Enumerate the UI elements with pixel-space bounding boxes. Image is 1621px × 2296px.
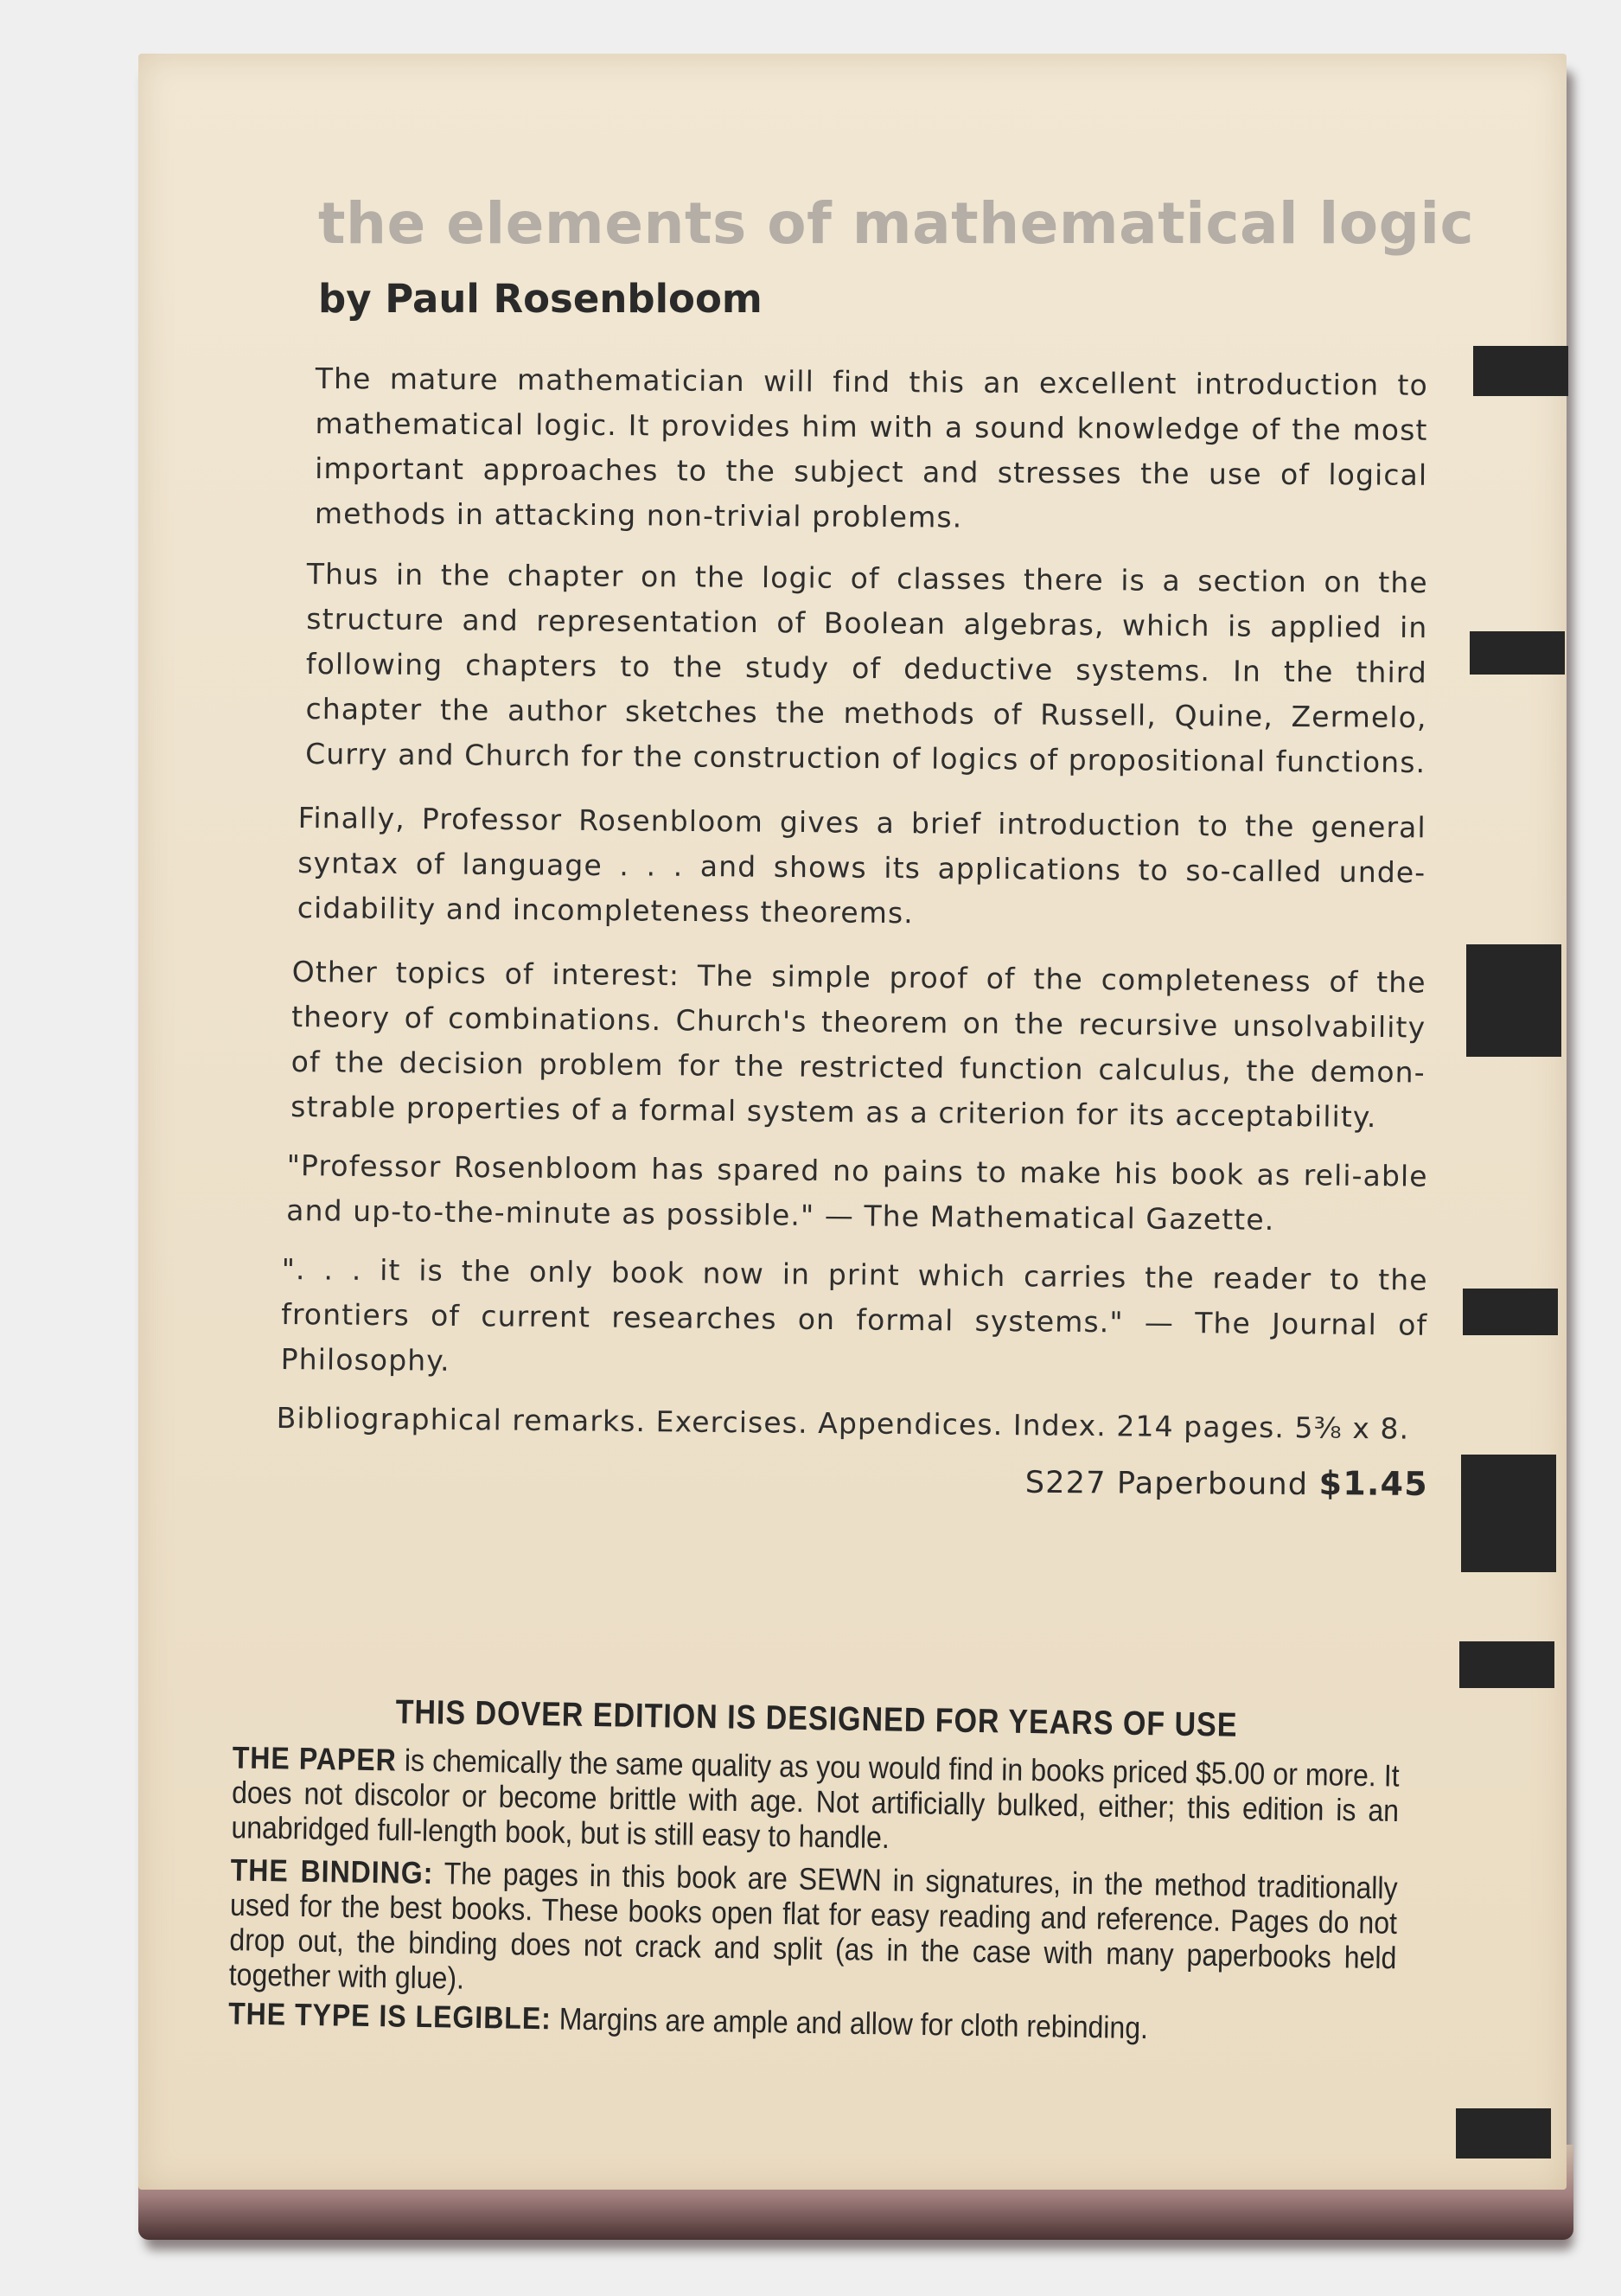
price: $1.45 <box>1318 1464 1428 1503</box>
book-details: Bibliographical remarks. Exercises. Appendices. Index. 214 pages. 5⅜ x 8. <box>276 1400 1410 1446</box>
price-line <box>251 1456 1428 1503</box>
index-tab <box>1461 1455 1556 1572</box>
index-tab <box>1463 1289 1558 1335</box>
book-author: by Paul Rosenbloom <box>318 276 763 322</box>
cover-text <box>251 190 1475 1503</box>
dover-heading: THIS DOVER EDITION IS DESIGNED FOR YEARS OF USE <box>395 1692 1238 1744</box>
binding-label: THE BINDING: <box>230 1852 434 1890</box>
book-title: the elements of mathematical logic <box>318 190 1475 257</box>
index-tab <box>1459 1641 1554 1688</box>
catalog-binding: S227 Paperbound <box>1024 1465 1309 1503</box>
description-paragraph: Finally, Professor Rosenbloom gives a brief introduction to the general syntax of language . . . and shows its applications to so-called unde-cidability and incompleteness theorems. <box>297 800 1426 931</box>
binding-text: The pages in this book are SEWN in signatures, in the method traditionally used for the best books. These books open flat for easy reading and reference. Pages do not drop out, the binding does not crack and split (as in the case with many paperbooks held together with glue). <box>228 1855 1398 1996</box>
dover-edition-box <box>228 1691 1401 2064</box>
type-text: Margins are ample and allow for cloth rebinding. <box>551 2000 1149 2045</box>
index-tab <box>1473 346 1568 396</box>
index-tab <box>1470 631 1565 675</box>
description-paragraph: The mature mathematician will find this an excellent introduction to mathematical logic. It provides him with a sound knowledge of the most important approaches to the subject and stresses the use of logical methods in attacking non-trivial problems. <box>314 361 1428 534</box>
paper-label: THE PAPER <box>232 1739 398 1778</box>
description-paragraph: Thus in the chapter on the logic of classes there is a section on the structure and representation of Boolean algebras, which is applied in following chapters to the study of deductive systems. In the third chapter the author sketches the methods of Russell, Quine, Zermelo, Curry and Church for the construction of logics of propositional functions. <box>305 556 1428 780</box>
paper-note <box>231 1740 1400 1863</box>
review-quote: ". . . it is the only book now in print which carries the reader to the frontiers of current researches on formal systems." — The Journal of Philosophy. <box>280 1251 1428 1378</box>
review-quote: "Professor Rosenbloom has spared no pains to make his book as reli-able and up-to-the-minute as possible." — The Mathematical Gazette. <box>286 1148 1428 1237</box>
index-tab <box>1466 944 1561 1057</box>
paper-text: is chemically the same quality as you would find in books priced $5.00 or more. It does not discolor or become brittle with age. Not artificially bulked, either; this edition is an unabridged full-length book, but is still easy to handle. <box>231 1742 1400 1855</box>
index-tab <box>1456 2108 1551 2158</box>
description-paragraph: Other topics of interest: The simple proof of the completeness of the theory of combinations. Church's theorem on the recursive unsolvability of the decision problem for the restricted function calculus, the demon-strable properties of a formal system as a criterion for its acceptability. <box>290 954 1426 1135</box>
binding-note <box>229 1852 1398 2010</box>
type-label: THE TYPE IS LEGIBLE: <box>227 1995 552 2037</box>
